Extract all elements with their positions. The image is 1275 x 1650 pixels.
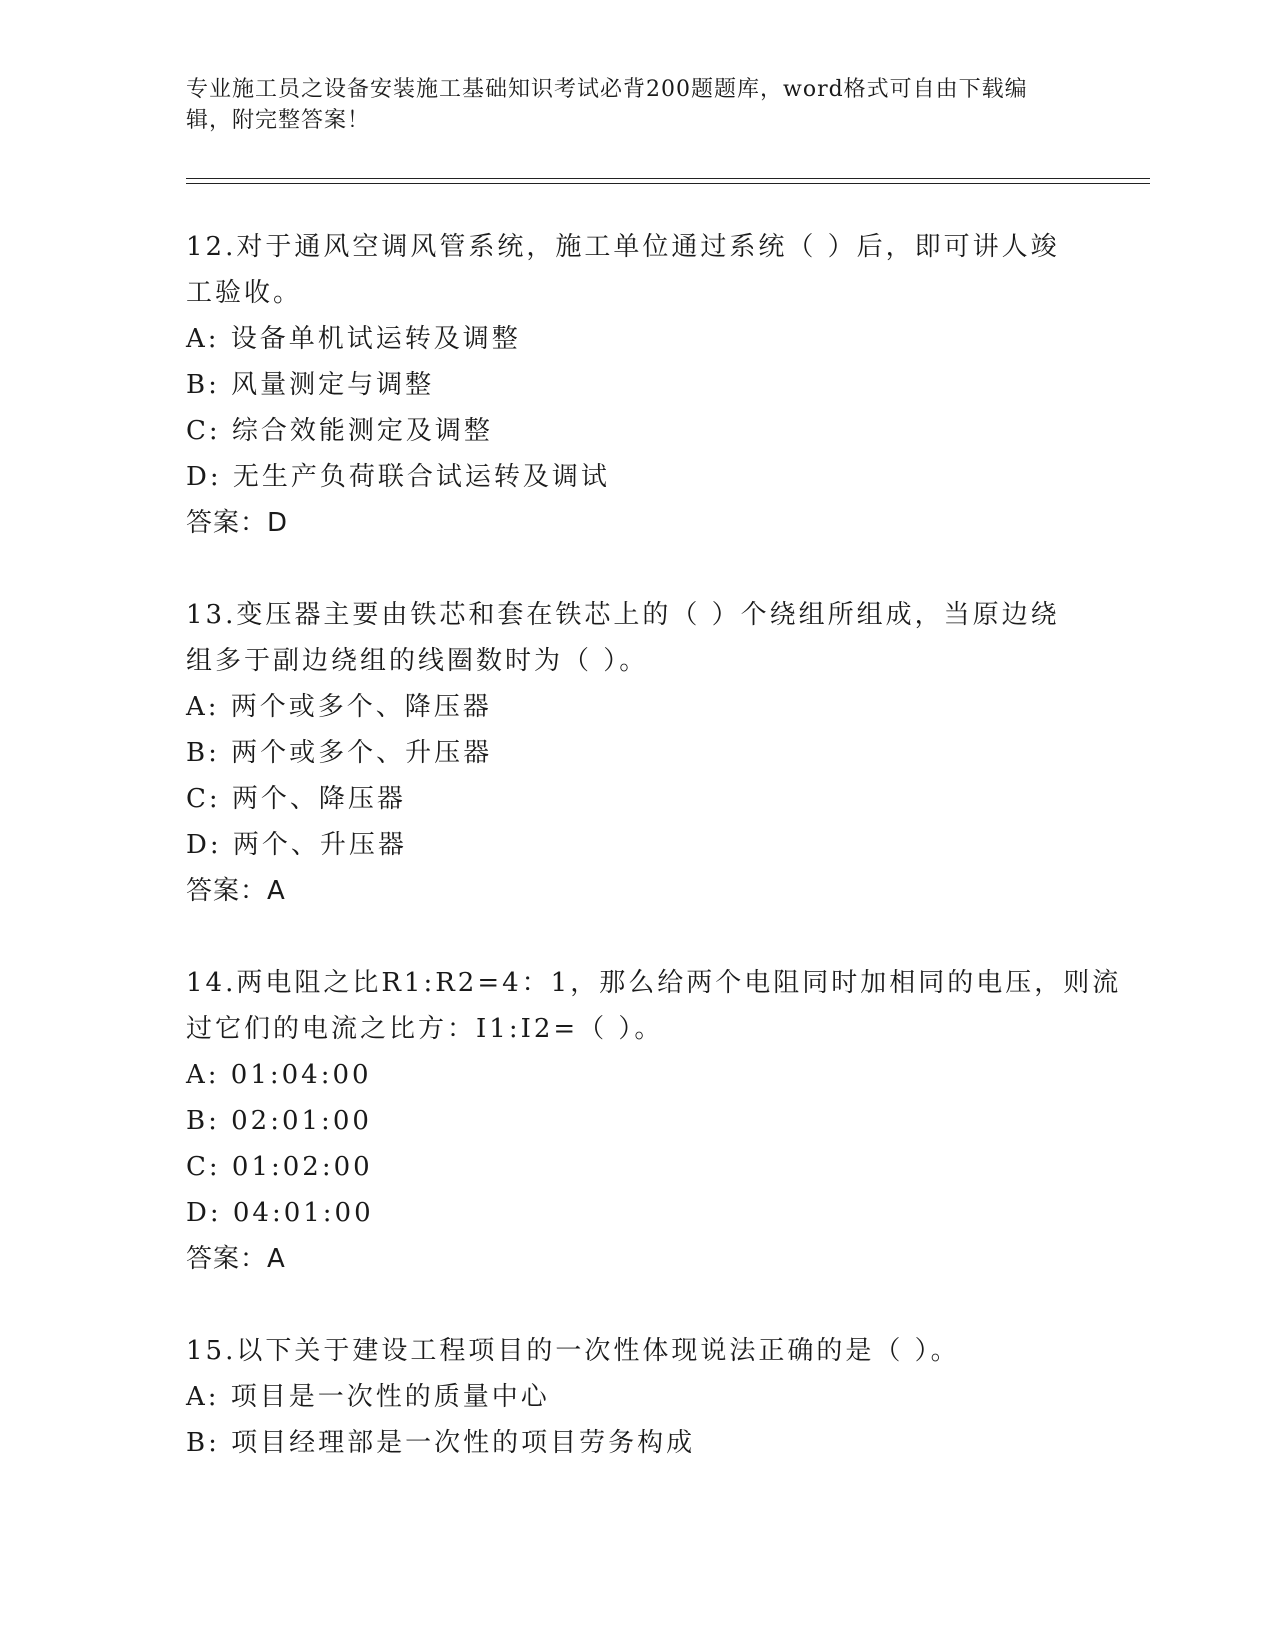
- question-stem-line2: 组多于副边绕组的线圈数时为（ ）。: [186, 646, 649, 676]
- question-13: [186, 592, 1086, 914]
- header-divider-top: [186, 178, 1150, 179]
- document-header: 专业施工员之设备安装施工基础知识考试必背200题题库，word格式可自由下载编辑，附完整答案！: [186, 77, 1028, 133]
- option-a: A: 01:04:00: [186, 1060, 372, 1090]
- option-c: C: 综合效能测定及调整: [186, 416, 493, 446]
- question-12: [186, 224, 1086, 546]
- option-c: C: 两个、降压器: [186, 784, 406, 814]
- option-d: D: 两个、升压器: [186, 830, 407, 860]
- question-stem-line2: 过它们的电流之比方：I1:I2=（ ）。: [186, 1014, 664, 1044]
- option-b: B: 风量测定与调整: [186, 370, 435, 400]
- question-stem-line1: 13.变压器主要由铁芯和套在铁芯上的（ ）个绕组所组成，当原边绕: [186, 600, 1060, 630]
- option-d: D: 无生产负荷联合试运转及调试: [186, 462, 610, 492]
- header-divider-bottom: [186, 183, 1150, 184]
- answer: 答案：A: [186, 876, 286, 906]
- option-a: A: 项目是一次性的质量中心: [186, 1382, 550, 1412]
- answer: 答案：A: [186, 1244, 286, 1274]
- question-15: [186, 1328, 1086, 1466]
- question-stem-line1: 14.两电阻之比R1:R2=4：1，那么给两个电阻同时加相同的电压，则流: [186, 968, 1122, 998]
- question-stem-line1: 12.对于通风空调风管系统，施工单位通过系统（ ）后，即可讲人竣: [186, 232, 1060, 262]
- option-a: A: 设备单机试运转及调整: [186, 324, 521, 354]
- question-stem-line1: 15.以下关于建设工程项目的一次性体现说法正确的是（ ）。: [186, 1336, 960, 1366]
- option-b: B: 项目经理部是一次性的项目劳务构成: [186, 1428, 696, 1458]
- option-c: C: 01:02:00: [186, 1152, 373, 1182]
- question-14: [186, 960, 1122, 1282]
- option-a: A: 两个或多个、降压器: [186, 692, 492, 722]
- answer: 答案：D: [186, 508, 289, 538]
- question-stem-line2: 工验收。: [186, 278, 303, 308]
- option-b: B: 02:01:00: [186, 1106, 372, 1136]
- option-d: D: 04:01:00: [186, 1198, 374, 1228]
- option-b: B: 两个或多个、升压器: [186, 738, 493, 768]
